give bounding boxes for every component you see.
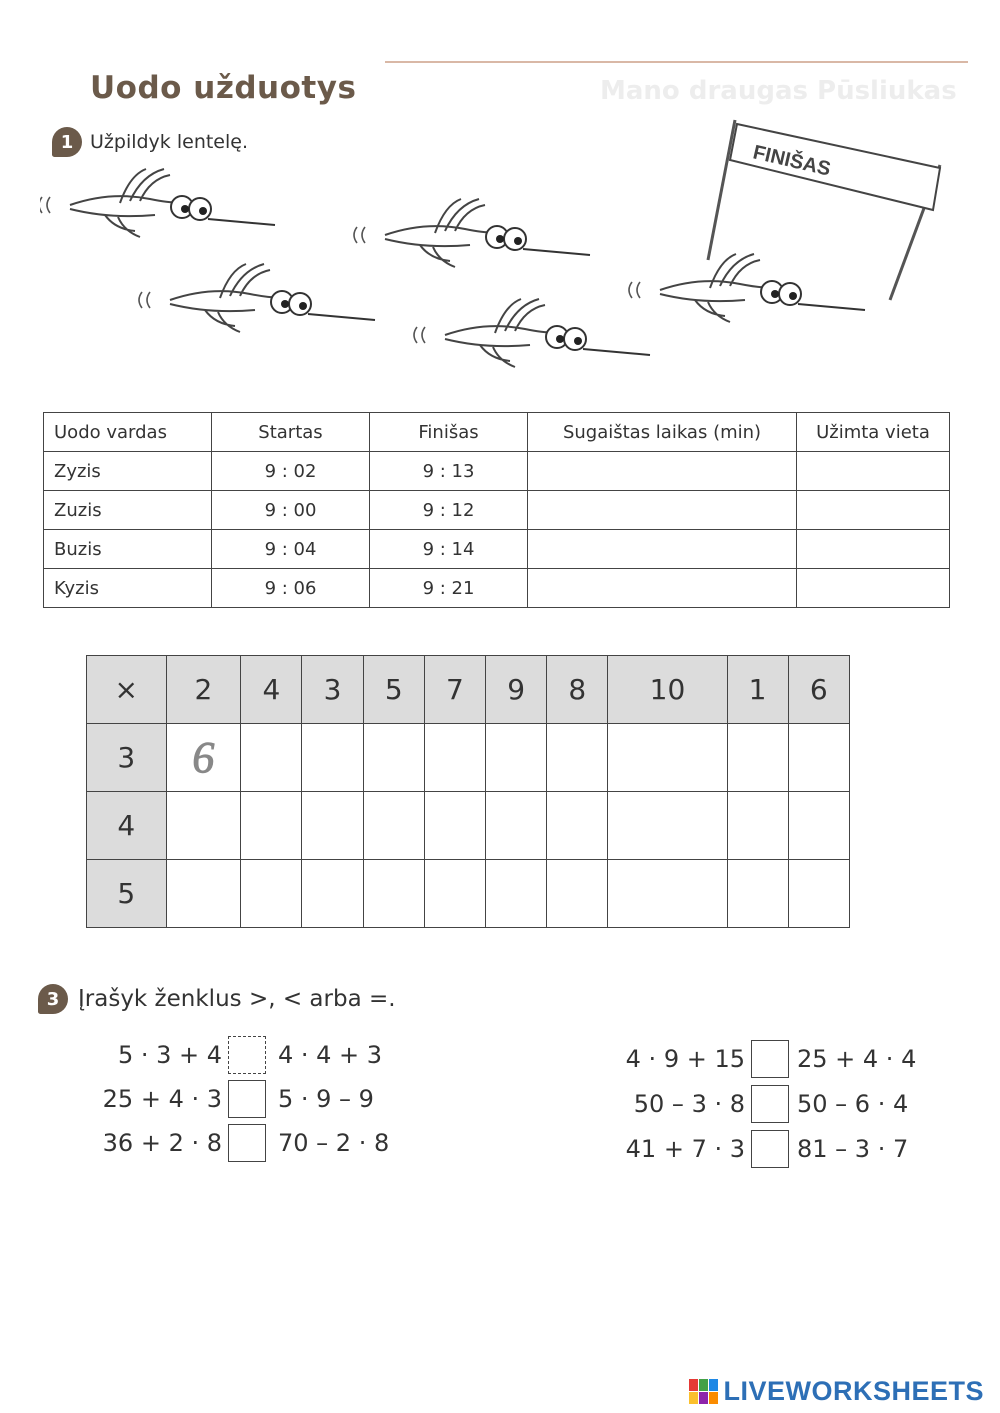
row-factor: 3: [87, 724, 167, 792]
left-expression: 36 + 2 · 8: [102, 1129, 222, 1157]
answer-cell[interactable]: [302, 724, 363, 792]
row-factor: 4: [87, 792, 167, 860]
left-expression: 5 · 3 + 4: [117, 1041, 222, 1069]
finish-time: 9 : 21: [370, 569, 528, 608]
comparison-row: [90, 1036, 382, 1074]
place-input[interactable]: [797, 530, 950, 569]
answer-cell[interactable]: [363, 860, 424, 928]
column-factor: 8: [547, 656, 608, 724]
answer-cell[interactable]: [547, 860, 608, 928]
sign-input[interactable]: [228, 1036, 266, 1074]
column-factor: 10: [608, 656, 727, 724]
column-factor: 9: [486, 656, 547, 724]
col-header-name: Uodo vardas: [44, 413, 212, 452]
left-expression: 25 + 4 · 3: [102, 1085, 222, 1113]
column-factor: 3: [302, 656, 363, 724]
task3-instruction: Įrašyk ženklus >, < arba =.: [78, 986, 396, 1012]
sign-input[interactable]: [751, 1085, 789, 1123]
answer-cell[interactable]: [363, 724, 424, 792]
column-factor: 5: [363, 656, 424, 724]
multiplication-table: [86, 655, 850, 928]
multiplication-row: [87, 724, 850, 792]
answer-cell[interactable]: [363, 792, 424, 860]
comparison-row: [90, 1124, 389, 1162]
liveworksheets-brand: LIVEWORKSHEETS: [723, 1376, 984, 1406]
answer-cell[interactable]: [241, 792, 302, 860]
answer-cell[interactable]: [302, 860, 363, 928]
task1-instruction: Užpildyk lentelę.: [90, 131, 249, 153]
mosquito-name: Zyzis: [44, 452, 212, 491]
answer-cell[interactable]: [486, 724, 547, 792]
elapsed-time-input[interactable]: [528, 530, 797, 569]
answer-cell[interactable]: [608, 724, 727, 792]
mosquito-name: Buzis: [44, 530, 212, 569]
finish-time: 9 : 12: [370, 491, 528, 530]
answer-cell[interactable]: [241, 724, 302, 792]
place-input[interactable]: [797, 452, 950, 491]
col-header-start: Startas: [212, 413, 370, 452]
answer-cell[interactable]: [788, 792, 849, 860]
right-expression: 25 + 4 · 4: [797, 1045, 917, 1073]
multiply-sign: ×: [87, 656, 167, 724]
table-row: [44, 452, 950, 491]
sign-input[interactable]: [751, 1130, 789, 1168]
place-input[interactable]: [797, 569, 950, 608]
header-rule: [385, 61, 968, 63]
right-expression: 4 · 4 + 3: [278, 1041, 383, 1069]
answer-cell[interactable]: [424, 792, 485, 860]
answer-cell[interactable]: [241, 860, 302, 928]
col-header-place: Užimta vieta: [797, 413, 950, 452]
table-header-row: [44, 413, 950, 452]
task1-number-badge: 1: [52, 127, 82, 157]
start-time: 9 : 04: [212, 530, 370, 569]
answer-cell[interactable]: [608, 792, 727, 860]
mosquito-name: Zuzis: [44, 491, 212, 530]
liveworksheets-logo: [689, 1376, 984, 1407]
table-row: [44, 530, 950, 569]
sign-input[interactable]: [228, 1080, 266, 1118]
row-factor: 5: [87, 860, 167, 928]
race-results-table: [43, 412, 950, 608]
column-factor: 6: [788, 656, 849, 724]
faded-background-heading: Mano draugas Pūsliukas: [600, 76, 957, 106]
multiplication-row: [87, 792, 850, 860]
start-time: 9 : 00: [212, 491, 370, 530]
column-factor: 1: [727, 656, 788, 724]
left-expression: 4 · 9 + 15: [625, 1045, 745, 1073]
answer-cell[interactable]: [166, 860, 241, 928]
comparison-row: [600, 1130, 908, 1168]
left-expression: 50 – 3 · 8: [633, 1090, 745, 1118]
comparison-row: [600, 1085, 908, 1123]
right-expression: 5 · 9 – 9: [278, 1085, 374, 1113]
column-factor: 4: [241, 656, 302, 724]
right-expression: 70 – 2 · 8: [278, 1129, 390, 1157]
elapsed-time-input[interactable]: [528, 491, 797, 530]
mosquito-name: Kyzis: [44, 569, 212, 608]
mosquito-race-illustration: [40, 110, 970, 400]
task3-number-badge: 3: [38, 984, 68, 1014]
column-factor: 2: [166, 656, 241, 724]
left-expression: 41 + 7 · 3: [625, 1135, 745, 1163]
finish-time: 9 : 13: [370, 452, 528, 491]
multiplication-header-row: [87, 656, 850, 724]
comparison-row: [600, 1040, 916, 1078]
right-expression: 81 – 3 · 7: [797, 1135, 909, 1163]
answer-cell[interactable]: [547, 724, 608, 792]
task3-heading: [38, 984, 396, 1014]
start-time: 9 : 02: [212, 452, 370, 491]
example-answer: 6: [192, 733, 215, 782]
col-header-finish: Finišas: [370, 413, 528, 452]
start-time: 9 : 06: [212, 569, 370, 608]
answer-cell[interactable]: [608, 860, 727, 928]
table-row: [44, 569, 950, 608]
right-expression: 50 – 6 · 4: [797, 1090, 909, 1118]
answer-cell[interactable]: [166, 724, 241, 792]
col-header-time: Sugaištas laikas (min): [528, 413, 797, 452]
elapsed-time-input[interactable]: [528, 569, 797, 608]
liveworksheets-logo-icon: [689, 1379, 719, 1405]
answer-cell[interactable]: [424, 724, 485, 792]
answer-cell[interactable]: [424, 860, 485, 928]
answer-cell[interactable]: [166, 792, 241, 860]
place-input[interactable]: [797, 491, 950, 530]
multiplication-row: [87, 860, 850, 928]
sign-input[interactable]: [751, 1040, 789, 1078]
answer-cell[interactable]: [302, 792, 363, 860]
answer-cell[interactable]: [486, 860, 547, 928]
comparison-row: [90, 1080, 374, 1118]
column-factor: 7: [424, 656, 485, 724]
sign-input[interactable]: [228, 1124, 266, 1162]
finish-banner-text: FINIŠAS: [750, 141, 833, 181]
answer-cell[interactable]: [486, 792, 547, 860]
finish-time: 9 : 14: [370, 530, 528, 569]
answer-cell[interactable]: [727, 860, 788, 928]
answer-cell[interactable]: [788, 724, 849, 792]
page-title: Uodo užduotys: [90, 70, 357, 106]
answer-cell[interactable]: [788, 860, 849, 928]
elapsed-time-input[interactable]: [528, 452, 797, 491]
table-row: [44, 491, 950, 530]
answer-cell[interactable]: [727, 724, 788, 792]
answer-cell[interactable]: [547, 792, 608, 860]
answer-cell[interactable]: [727, 792, 788, 860]
